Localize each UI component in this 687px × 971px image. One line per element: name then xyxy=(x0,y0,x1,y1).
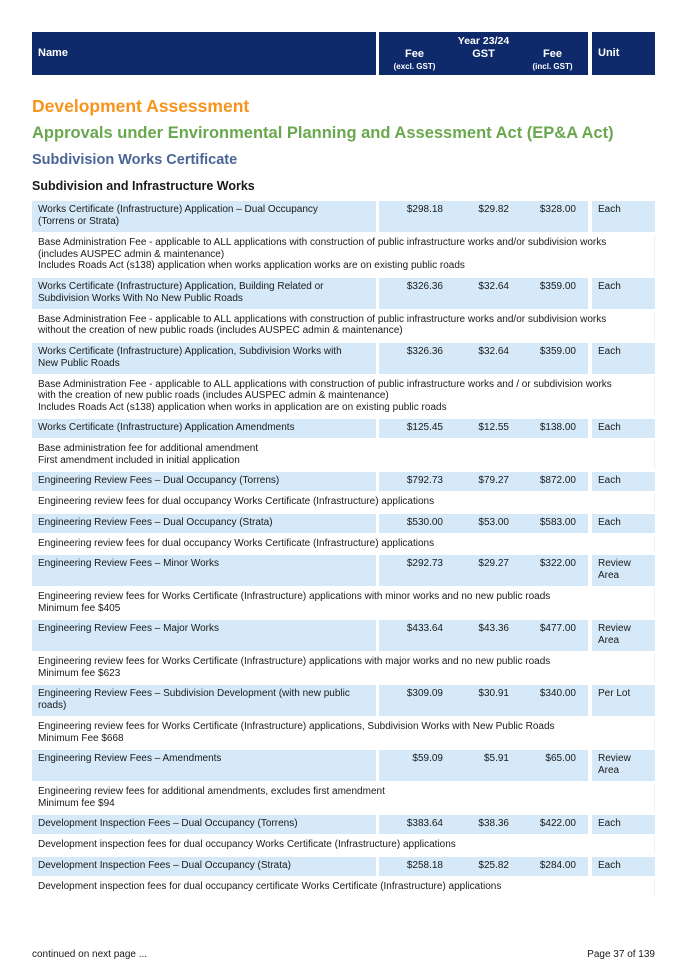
fee-name-line: (Torrens or Strata) xyxy=(38,216,120,227)
header-fee-incl: Fee (incl. GST) xyxy=(532,48,573,71)
fee-gst: $79.27 xyxy=(450,472,517,491)
fee-gst: $29.82 xyxy=(450,201,517,232)
fee-description xyxy=(32,654,655,682)
fee-unit-cell xyxy=(592,815,655,834)
fee-name-cell xyxy=(32,685,376,716)
fee-description-line: Minimum Fee $668 xyxy=(38,732,124,744)
group-heading: Subdivision and Infrastructure Works xyxy=(32,179,255,193)
table-row xyxy=(32,472,655,491)
fee-name-cell xyxy=(32,857,376,876)
fee-table xyxy=(32,201,655,898)
fee-incl-gst: $872.00 xyxy=(517,472,588,491)
fee-name-line: Engineering Review Fees – Dual Occupancy (Strata) xyxy=(38,516,273,528)
fee-excl-gst: $298.18 xyxy=(379,201,450,232)
fee-excl-gst: $530.00 xyxy=(379,514,450,533)
fee-name-line: Engineering Review Fees – Dual Occupancy (Torrens) xyxy=(38,475,280,486)
fee-description-line: (includes AUSPEC admin & maintenance) xyxy=(38,248,225,260)
fee-description-line: Development inspection fees for dual occupancy certificate Works Certificate (Infrastructure) applications xyxy=(38,880,502,892)
table-row xyxy=(32,555,655,586)
fee-gst: $30.91 xyxy=(450,685,517,716)
fee-unit-line: Area xyxy=(598,765,620,776)
fee-description-line: Base administration fee for additional amendment xyxy=(38,443,259,454)
header-unit-label: Unit xyxy=(598,47,620,59)
fee-incl-gst: $328.00 xyxy=(517,201,588,232)
fee-description-line: First amendment included in initial application xyxy=(38,454,240,466)
fee-description-line: Engineering review fees for dual occupancy Works Certificate (Infrastructure) applications xyxy=(38,496,435,507)
fee-description xyxy=(32,235,655,275)
fee-unit-line: Each xyxy=(598,280,621,292)
header-unit-cell xyxy=(592,32,655,75)
subsection-heading: Approvals under Environmental Planning and Assessment Act (EP&A Act) xyxy=(32,124,614,142)
fee-gst: $32.64 xyxy=(450,278,517,309)
table-row xyxy=(32,278,655,309)
fee-gst: $43.36 xyxy=(450,620,517,651)
fee-description xyxy=(32,837,655,854)
fee-gst: $38.36 xyxy=(450,815,517,834)
fee-unit-line: Each xyxy=(598,516,621,528)
fee-name-cell xyxy=(32,278,376,309)
fee-unit-cell xyxy=(592,472,655,491)
fee-name-line: Engineering Review Fees – Subdivision Development (with new public xyxy=(38,688,350,699)
fee-description-line: Base Administration Fee - applicable to ALL applications with construction of public infrastructure works and / or subdivision works xyxy=(38,378,612,390)
fee-incl-gst: $359.00 xyxy=(517,278,588,309)
section-heading: Development Assessment xyxy=(32,96,250,116)
fee-description-line: Minimum fee $94 xyxy=(38,797,115,809)
fee-unit-cell xyxy=(592,343,655,374)
fee-description-line: Includes Roads Act (s138) application when works in application are on existing public roads xyxy=(38,401,447,413)
fee-name-line: Works Certificate (Infrastructure) Application Amendments xyxy=(38,422,295,433)
fee-incl-gst: $583.00 xyxy=(517,514,588,533)
fee-description-line: Includes Roads Act (s138) application when works application works are on existing public roads xyxy=(38,260,465,271)
header-name-label: Name xyxy=(38,47,68,59)
fee-description-line: Engineering review fees for additional amendments, excludes first amendment xyxy=(38,786,385,797)
header-name-cell xyxy=(32,32,376,75)
fee-unit-cell xyxy=(592,685,655,716)
fee-gst: $53.00 xyxy=(450,514,517,533)
table-row xyxy=(32,750,655,781)
fee-description-line: Engineering review fees for Works Certificate (Infrastructure) applications with major works and no new public roads xyxy=(38,656,551,667)
fee-description-line: without the creation of new public roads (includes AUSPEC admin & maintenance) xyxy=(38,325,403,336)
fee-excl-gst: $433.64 xyxy=(379,620,450,651)
fee-incl-gst: $65.00 xyxy=(517,750,588,781)
fee-name-line: Subdivision Works With No New Public Roads xyxy=(38,292,243,304)
fee-incl-gst: $422.00 xyxy=(517,815,588,834)
fee-name-line: Engineering Review Fees – Amendments xyxy=(38,753,222,764)
fee-description xyxy=(32,312,655,340)
fee-name-line: Works Certificate (Infrastructure) Application, Building Related or xyxy=(38,280,324,292)
fee-incl-gst: $359.00 xyxy=(517,343,588,374)
fee-gst: $5.91 xyxy=(450,750,517,781)
fee-description-line: Engineering review fees for dual occupancy Works Certificate (Infrastructure) applications xyxy=(38,537,435,549)
fee-incl-gst: $322.00 xyxy=(517,555,588,586)
fee-excl-gst: $125.45 xyxy=(379,419,450,438)
fee-unit-cell xyxy=(592,514,655,533)
fee-name-cell xyxy=(32,815,376,834)
fee-incl-gst: $284.00 xyxy=(517,857,588,876)
fee-name-cell xyxy=(32,419,376,438)
fee-name-cell xyxy=(32,514,376,533)
fee-description-line: Minimum fee $405 xyxy=(38,602,121,614)
fee-name-line: Development Inspection Fees – Dual Occupancy (Torrens) xyxy=(38,818,298,829)
fee-unit-cell xyxy=(592,419,655,438)
fee-excl-gst: $792.73 xyxy=(379,472,450,491)
fee-excl-gst: $326.36 xyxy=(379,278,450,309)
table-row xyxy=(32,815,655,834)
fee-description xyxy=(32,494,655,511)
fee-excl-gst: $292.73 xyxy=(379,555,450,586)
fee-unit-line: Area xyxy=(598,635,620,646)
fee-name-line: Development Inspection Fees – Dual Occupancy (Strata) xyxy=(38,859,291,871)
fee-incl-gst: $477.00 xyxy=(517,620,588,651)
table-row xyxy=(32,419,655,438)
fee-gst: $32.64 xyxy=(450,343,517,374)
fee-unit-line: Review xyxy=(598,753,631,764)
page-number: Page 37 of 139 xyxy=(587,949,655,960)
fee-name-cell xyxy=(32,620,376,651)
fee-name-cell xyxy=(32,750,376,781)
fee-unit-cell xyxy=(592,750,655,781)
fee-unit-line: Each xyxy=(598,345,621,357)
header-fee-excl: Fee (excl. GST) xyxy=(393,48,436,71)
fee-unit-cell xyxy=(592,555,655,586)
fee-incl-gst: $138.00 xyxy=(517,419,588,438)
header-year-label: Year 23/24 xyxy=(457,35,510,47)
fee-unit-cell xyxy=(592,857,655,876)
fee-name-cell xyxy=(32,555,376,586)
table-row xyxy=(32,857,655,876)
fee-description-line: Base Administration Fee - applicable to ALL applications with construction of public infrastructure works and/or subdivision works xyxy=(38,313,607,325)
table-header xyxy=(32,32,655,75)
fee-excl-gst: $59.09 xyxy=(379,750,450,781)
fee-unit-cell xyxy=(592,278,655,309)
fee-unit-cell xyxy=(592,201,655,232)
fee-unit-line: Each xyxy=(598,475,621,486)
fee-excl-gst: $383.64 xyxy=(379,815,450,834)
fee-unit-line: Each xyxy=(598,859,621,871)
fee-description xyxy=(32,441,655,469)
fee-description-line: with the creation of new public roads (includes AUSPEC admin & maintenance) xyxy=(38,390,389,401)
fee-gst: $12.55 xyxy=(450,419,517,438)
fee-name-cell xyxy=(32,201,376,232)
category-heading: Subdivision Works Certificate xyxy=(32,152,238,168)
table-row xyxy=(32,685,655,716)
fee-name-cell xyxy=(32,343,376,374)
fee-unit-line: Each xyxy=(598,818,621,829)
fee-gst: $29.27 xyxy=(450,555,517,586)
fee-description-line: Minimum fee $623 xyxy=(38,667,121,679)
continued-note: continued on next page ... xyxy=(32,949,148,960)
fee-description xyxy=(32,719,655,747)
fee-name-line: Works Certificate (Infrastructure) Application, Subdivision Works with xyxy=(38,345,342,357)
fee-unit-line: Review xyxy=(598,623,631,634)
fee-name-line: Engineering Review Fees – Major Works xyxy=(38,623,220,634)
fee-excl-gst: $258.18 xyxy=(379,857,450,876)
fee-description-line: Engineering review fees for Works Certificate (Infrastructure) applications, Subdivision Works with New Public Roads xyxy=(38,721,555,732)
fee-description-line: Engineering review fees for Works Certificate (Infrastructure) applications with minor works and no new public roads xyxy=(38,591,551,602)
fee-description xyxy=(32,536,655,553)
fee-unit-cell xyxy=(592,620,655,651)
header-gst: GST xyxy=(472,48,495,60)
fee-gst: $25.82 xyxy=(450,857,517,876)
fee-excl-gst: $309.09 xyxy=(379,685,450,716)
fee-description xyxy=(32,589,655,617)
table-row xyxy=(32,201,655,232)
fee-description xyxy=(32,377,655,417)
fee-description-line: Base Administration Fee - applicable to ALL applications with construction of public infrastructure works and/or subdivision works xyxy=(38,237,607,248)
table-row xyxy=(32,620,655,651)
fee-description xyxy=(32,879,655,896)
fee-description-line: Development inspection fees for dual occupancy Works Certificate (Infrastructure) applications xyxy=(38,839,456,850)
fee-unit-line: Area xyxy=(598,570,620,581)
fee-name-line: Engineering Review Fees – Minor Works xyxy=(38,558,220,569)
fee-name-line: Works Certificate (Infrastructure) Application – Dual Occupancy xyxy=(38,204,318,215)
table-row xyxy=(32,343,655,374)
fee-unit-line: Each xyxy=(598,204,621,215)
fee-name-cell xyxy=(32,472,376,491)
fee-unit-line: Each xyxy=(598,422,621,433)
fee-incl-gst: $340.00 xyxy=(517,685,588,716)
table-row xyxy=(32,514,655,533)
fee-name-line: roads) xyxy=(38,700,67,711)
fee-name-line: New Public Roads xyxy=(38,357,120,369)
fee-unit-line: Review xyxy=(598,558,631,569)
fee-excl-gst: $326.36 xyxy=(379,343,450,374)
header-year-cell xyxy=(379,32,588,75)
fee-unit-line: Per Lot xyxy=(598,688,631,699)
fee-description xyxy=(32,784,655,812)
